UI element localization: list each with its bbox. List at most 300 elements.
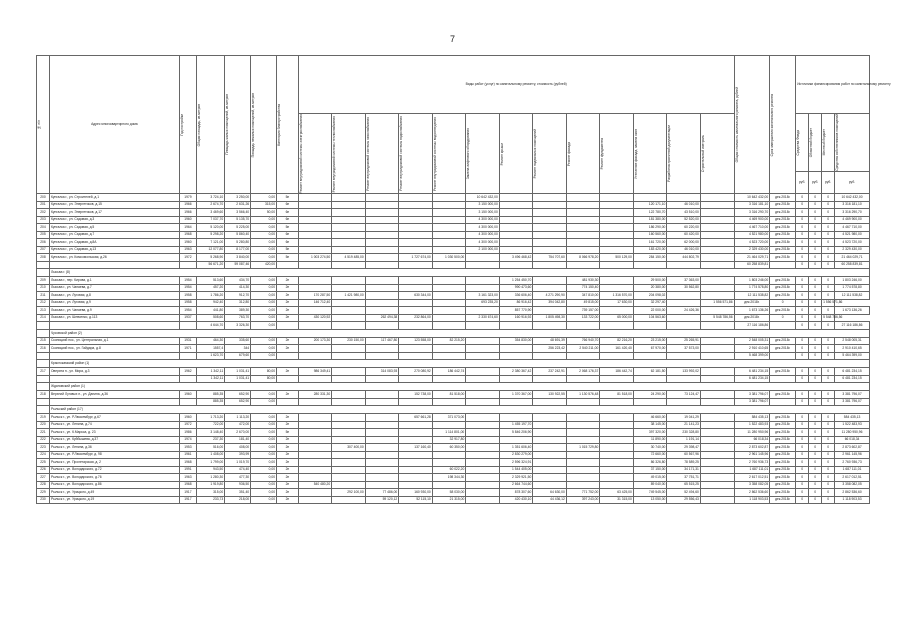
cell-empty (700, 352, 734, 360)
row-category: 6н (277, 201, 299, 209)
row-work-cost (700, 459, 734, 467)
row-work-cost (399, 345, 433, 353)
row-work-cost (600, 307, 634, 315)
subtotal-row (37, 352, 870, 360)
row-living-area: 8 177,00 (225, 246, 251, 254)
row-year: 1972 (179, 421, 196, 429)
row-work-cost: 200 173,30 (298, 337, 332, 345)
row-work-cost (332, 459, 366, 467)
row-total-area: 1 342,11 (197, 368, 225, 376)
row-source-value: 0 (822, 277, 835, 285)
row-source-value: 0 (822, 216, 835, 224)
cell-empty (277, 398, 299, 406)
row-work-cost: 20 380,00 (633, 284, 667, 292)
row-address: Рыльск г., ул. Володарского, д.76 (49, 474, 179, 482)
row-work-cost (332, 368, 366, 376)
row-work-cost: 86 326,80 (633, 459, 667, 467)
row-total-area: 7 037,70 (197, 216, 225, 224)
row-work-cost (499, 224, 533, 232)
row-category: 5н (277, 254, 299, 262)
cell-empty (432, 352, 466, 360)
row-address: Кунгалка г., ул. Комсомольская, д.26 (49, 254, 179, 262)
col-total-area-header (197, 56, 225, 194)
subtotal-nonliving-area: 420,00 (251, 261, 277, 269)
row-living-area: 335,60 (225, 337, 251, 345)
row-number: 223 (37, 444, 50, 452)
row-completion-date: дек.2018г. (770, 307, 796, 315)
row-source-value: 21 464 029,71 (835, 254, 870, 262)
row-completion-date: дек.2018г. (770, 429, 796, 437)
row-work-cost: 1 191,14 (667, 436, 701, 444)
row-work-cost: 657 661,28 (399, 414, 433, 422)
row-work-cost (700, 209, 734, 217)
row-total-cost: 2 617 012,51 (734, 474, 770, 482)
cell-empty (37, 398, 50, 406)
row-source-value: 0 (796, 436, 809, 444)
row-work-cost: 270 080,92 (399, 368, 433, 376)
row-total-cost: 1 803 246,00 (734, 277, 770, 285)
table-row (37, 444, 870, 452)
row-category: 2н (277, 337, 299, 345)
row-source-value: 4 467 710,00 (835, 224, 870, 232)
row-work-cost (365, 474, 399, 482)
row-work-cost: 186 442,74 (432, 368, 466, 376)
subtotal-total-cost: 5 468 399,00 (734, 352, 770, 360)
row-work-cost (365, 209, 399, 217)
row-work-cost: 13 050,00 (633, 496, 667, 504)
row-work-cost: 314 083,93 (365, 368, 399, 376)
row-work-cost: 4 300 000,00 (466, 231, 500, 239)
row-source-value: 0 (809, 216, 822, 224)
row-living-area: 477,30 (225, 474, 251, 482)
row-address: Рыльск г., ул. Ленина, д.74 (49, 421, 179, 429)
row-work-cost (298, 466, 332, 474)
row-source-value: 0 (809, 194, 822, 202)
row-work-cost (365, 277, 399, 285)
cell-empty (49, 261, 179, 269)
cell-empty (37, 261, 50, 269)
row-work-cost: 256 223,42 (533, 345, 567, 353)
row-year: 1971 (179, 345, 196, 353)
row-living-area: 2 631,26 (225, 201, 251, 209)
row-year: 1960 (179, 391, 196, 399)
row-work-cost: 65 000,00 (600, 314, 634, 322)
row-address: Лысьва г., ул. Луговая, д.9 (49, 299, 179, 307)
row-work-cost (365, 451, 399, 459)
work-column-header (667, 114, 701, 194)
row-number: 202 (37, 209, 50, 217)
cell-empty (179, 352, 196, 360)
row-address: Кунгалка г., ул. Садовая, д.7 (49, 231, 179, 239)
row-work-cost: 204 098,02 (633, 292, 667, 300)
source-column-header (796, 114, 809, 172)
row-completion-date: дек.2018г. (770, 489, 796, 497)
row-work-cost (700, 284, 734, 292)
row-total-cost: 1 687 111,01 (734, 466, 770, 474)
row-source-value: 584 435,13 (835, 414, 870, 422)
row-number: 210 (37, 284, 50, 292)
cell-empty (466, 261, 500, 269)
row-work-cost: 82 215,20 (432, 337, 466, 345)
row-work-cost: 766 940,70 (566, 337, 600, 345)
row-number: 200 (37, 194, 50, 202)
unit-cell: руб. (809, 172, 822, 194)
row-source-value: 0 (796, 451, 809, 459)
row-source-value: 0 (809, 345, 822, 353)
row-total-cost: 584 435,13 (734, 414, 770, 422)
row-address: Рыльск г., ул. Пролетарская, д. 2 (49, 459, 179, 467)
row-work-cost: 1 316 570,00 (600, 292, 634, 300)
row-nonliving-area: 0,00 (251, 421, 277, 429)
row-source-value: 0 (822, 194, 835, 202)
row-completion-date: дек.2018г. (770, 246, 796, 254)
row-work-cost (298, 246, 332, 254)
row-work-cost: 280 331,30 (298, 391, 332, 399)
row-work-cost: 60 022,20 (432, 466, 466, 474)
row-work-cost (365, 444, 399, 452)
cell-empty (770, 261, 796, 269)
row-work-cost (600, 231, 634, 239)
table-row (37, 466, 870, 474)
row-year: 1954 (179, 277, 196, 285)
row-total-cost: 4 467 710,00 (734, 224, 770, 232)
row-work-cost (700, 414, 734, 422)
row-work-cost: 72 660,00 (633, 451, 667, 459)
table-row (37, 216, 870, 224)
row-work-cost: 30 740,00 (633, 444, 667, 452)
row-total-area: 1 408,00 (197, 451, 225, 459)
row-work-cost (600, 436, 634, 444)
row-address: Рыльск г., ул. Ленина, д.36 (49, 444, 179, 452)
row-work-cost (399, 421, 433, 429)
row-work-cost (533, 231, 567, 239)
row-nonliving-area: 0,00 (251, 391, 277, 399)
cell-empty (298, 375, 332, 383)
subtotal-source-value: 0 (822, 375, 835, 383)
cell-empty (633, 352, 667, 360)
cell-empty (277, 375, 299, 383)
row-work-cost (466, 284, 500, 292)
row-source-value: 0 (822, 368, 835, 376)
row-year: 1962 (179, 368, 196, 376)
row-source-value: 0 (809, 474, 822, 482)
row-work-cost: 49 815,00 (566, 299, 600, 307)
row-source-value: 0 (796, 391, 809, 399)
table-row (37, 414, 870, 422)
row-work-cost (466, 436, 500, 444)
row-total-area: 457,20 (197, 284, 225, 292)
row-work-cost: 2 664 744,60 (499, 481, 533, 489)
row-work-cost: 123 558,00 (399, 337, 433, 345)
row-work-cost: 52 520,00 (667, 216, 701, 224)
row-year: 1968 (179, 231, 196, 239)
row-work-cost (332, 307, 366, 315)
row-nonliving-area: 50,00 (251, 209, 277, 217)
row-total-area: 3 469,60 (197, 209, 225, 217)
row-source-value: 0 (796, 292, 809, 300)
row-work-cost: 161 420,40 (600, 345, 634, 353)
col-nonliving-area-header (251, 56, 277, 194)
table-row (37, 451, 870, 459)
row-source-value: 0 (822, 337, 835, 345)
row-work-cost: 2 596 324,91 (499, 459, 533, 467)
row-category: 6н (277, 216, 299, 224)
row-source-value: 0 (796, 429, 809, 437)
row-total-area: 1 799,00 (197, 459, 225, 467)
cell-empty (667, 375, 701, 383)
row-work-cost: 24 426,36 (667, 307, 701, 315)
row-living-area: 1 113,20 (225, 414, 251, 422)
row-work-cost (365, 481, 399, 489)
row-completion-date: дек.2018г. (770, 421, 796, 429)
row-work-cost (432, 481, 466, 489)
cell-empty (332, 352, 366, 360)
row-source-value: 2 873 602,87 (835, 444, 870, 452)
cell-empty (600, 398, 634, 406)
cell-empty (37, 329, 50, 337)
row-work-cost: 160 560,00 (633, 231, 667, 239)
row-number: 213 (37, 307, 50, 315)
row-work-cost (332, 239, 366, 247)
row-category: 2н (277, 496, 299, 504)
row-work-cost (466, 474, 500, 482)
cell-empty (332, 261, 366, 269)
row-work-cost (600, 284, 634, 292)
row-nonliving-area: 0,00 (251, 299, 277, 307)
row-address: Верхний Луговых п., ул. Данина, д.36 (49, 391, 179, 399)
row-work-cost: 46 010,00 (667, 246, 701, 254)
row-work-cost (332, 466, 366, 474)
row-work-cost: 17 630,00 (600, 299, 634, 307)
row-work-cost (332, 496, 366, 504)
row-work-cost (365, 216, 399, 224)
cell-empty (499, 322, 533, 330)
row-work-cost (533, 239, 567, 247)
cell-empty (533, 375, 567, 383)
section-label: Краснокамский район (1) (49, 360, 869, 368)
cell-empty (365, 352, 399, 360)
row-work-cost: 183 420,00 (633, 246, 667, 254)
row-nonliving-area: 0,00 (251, 451, 277, 459)
subtotal-source-value: 27 116 186,86 (835, 322, 870, 330)
row-work-cost (466, 459, 500, 467)
row-work-cost: 130 922,55 (533, 391, 567, 399)
row-work-cost: 420 430,10 (499, 496, 533, 504)
cell-empty (332, 375, 366, 383)
row-work-cost (432, 209, 466, 217)
row-work-cost: 24 290,00 (633, 391, 667, 399)
row-source-value: 4 469 900,00 (835, 216, 870, 224)
subtotal-living-area: 652,90 (225, 398, 251, 406)
row-work-cost (700, 368, 734, 376)
row-number: 228 (37, 481, 50, 489)
row-source-value: 0 (822, 239, 835, 247)
table-row (37, 209, 870, 217)
cell-empty (533, 322, 567, 330)
unit-cell: руб. (835, 172, 870, 194)
row-living-area: 351,40 (225, 489, 251, 497)
subtotal-row (37, 375, 870, 383)
row-total-area: 508,60 (197, 314, 225, 322)
row-total-cost: 2 961 145,96 (734, 451, 770, 459)
row-work-cost: 774 150,40 (566, 284, 600, 292)
unit-cell: руб. (822, 172, 835, 194)
section-row (37, 360, 870, 368)
cell-empty (399, 322, 433, 330)
row-work-cost: 89 040,00 (633, 481, 667, 489)
row-work-cost (365, 239, 399, 247)
row-living-area: 763,70 (225, 314, 251, 322)
row-work-cost: 60 420,00 (667, 231, 701, 239)
cell-empty (700, 322, 734, 330)
col-address-header: Адрес многоквартирного дома (49, 56, 179, 194)
col-year-header (179, 56, 196, 194)
row-work-cost: 29 556,43 (667, 496, 701, 504)
row-work-cost: 2 100 000,00 (466, 246, 500, 254)
row-year: 1954 (179, 307, 196, 315)
row-year: 1958 (179, 299, 196, 307)
row-year: 1960 (179, 216, 196, 224)
row-work-cost: 198 344,30 (432, 474, 466, 482)
row-work-cost (298, 429, 332, 437)
row-address: Кунгалка г., ул. Энергетиков, д.17 (49, 209, 179, 217)
col-year-header-label: Год постройки (179, 113, 184, 136)
row-work-cost (432, 314, 466, 322)
row-source-value: 0 (822, 474, 835, 482)
row-work-cost (298, 231, 332, 239)
row-nonliving-area: 0,00 (251, 496, 277, 504)
row-work-cost (365, 429, 399, 437)
row-nonliving-area: 0,00 (251, 239, 277, 247)
row-work-cost (499, 246, 533, 254)
row-work-cost (332, 231, 366, 239)
row-total-area: 513,60 (197, 277, 225, 285)
row-work-cost (700, 224, 734, 232)
row-work-cost: 117 467,80 (365, 337, 399, 345)
row-number: 225 (37, 459, 50, 467)
cell-empty (37, 360, 50, 368)
work-column-header-label: Ремонт фундамента (600, 138, 605, 170)
row-work-cost (600, 451, 634, 459)
row-category: 2н (277, 391, 299, 399)
work-column-header (566, 114, 600, 194)
row-total-area: 1557,4 (197, 345, 225, 353)
table-row (37, 436, 870, 444)
row-source-value: 0 (809, 368, 822, 376)
row-total-area: 1 786,20 (197, 292, 225, 300)
row-work-cost: 540 480,20 (298, 481, 332, 489)
row-work-cost (432, 277, 466, 285)
works-group-header: Виды работ (услуг) по капитальному ремонту, стоимость (рублей) (298, 56, 734, 114)
row-work-cost: 21 141,23 (667, 421, 701, 429)
row-living-area: 5 280,80 (225, 239, 251, 247)
row-completion-date: дек.2018г. (770, 201, 796, 209)
row-work-cost (399, 216, 433, 224)
row-work-cost (533, 481, 567, 489)
row-source-value: 0 (796, 299, 809, 307)
row-nonliving-area: 0,00 (251, 284, 277, 292)
row-work-cost: 22 000,00 (633, 307, 667, 315)
section-row (37, 406, 870, 414)
row-source-value: 2 617 012,51 (835, 474, 870, 482)
row-work-cost: 878 307,60 (499, 489, 533, 497)
row-work-cost: 4 271 290,90 (533, 292, 567, 300)
row-work-cost: 630 344,00 (399, 292, 433, 300)
row-source-value: 0 (796, 201, 809, 209)
row-work-cost (533, 216, 567, 224)
row-number: 219 (37, 414, 50, 422)
row-work-cost (432, 246, 466, 254)
subtotal-source-value: 0 (809, 322, 822, 330)
row-category: 2н (277, 451, 299, 459)
row-nonliving-area: 0,00 (251, 489, 277, 497)
work-column-header (399, 114, 433, 194)
row-total-area: 3 724,10 (197, 194, 225, 202)
row-work-cost (466, 368, 500, 376)
work-column-header-label: Замена лифтового оборудования (466, 128, 471, 180)
row-work-cost (566, 421, 600, 429)
row-work-cost (332, 194, 366, 202)
subtotal-total-area: 4 644,70 (197, 322, 225, 330)
table-body (37, 194, 870, 504)
row-source-value: 0 (809, 459, 822, 467)
table-row (37, 489, 870, 497)
row-work-cost (600, 246, 634, 254)
row-work-cost (399, 284, 433, 292)
row-source-value: 0 (796, 474, 809, 482)
cell-empty (298, 398, 332, 406)
cell-empty (633, 261, 667, 269)
cell-empty (633, 375, 667, 383)
row-work-cost: 1 003 274,50 (298, 254, 332, 262)
row-work-cost (700, 436, 734, 444)
col-completion-header-label: Срок завершения капитального ремонта (770, 93, 775, 156)
cell-empty (277, 261, 299, 269)
row-work-cost (332, 299, 366, 307)
row-work-cost: 133 992,02 (667, 368, 701, 376)
row-work-cost (298, 414, 332, 422)
row-total-cost: 6 481 234,15 (734, 368, 770, 376)
row-work-cost: 86 916,42 (499, 299, 533, 307)
row-work-cost: 78 589,25 (667, 459, 701, 467)
table-row (37, 246, 870, 254)
row-source-value: 0 (809, 421, 822, 429)
row-work-cost (600, 194, 634, 202)
row-work-cost: 160 930,00 (399, 489, 433, 497)
row-work-cost (298, 474, 332, 482)
row-source-value: 0 (796, 277, 809, 285)
col-total-area-header-label: Общая площадь, кв.метров (197, 103, 202, 146)
cell-empty (332, 398, 366, 406)
row-category: 2н (277, 459, 299, 467)
row-work-cost (432, 299, 466, 307)
row-work-cost (533, 421, 567, 429)
row-total-area: 3 148,40 (197, 429, 225, 437)
cell-empty (37, 383, 50, 391)
row-work-cost (298, 239, 332, 247)
row-year: 1961 (179, 451, 196, 459)
subtotal-total-cost: 60 258 839,81 (734, 261, 770, 269)
cell-empty (37, 406, 50, 414)
section-row (37, 329, 870, 337)
row-completion-date: дек.2018г. (770, 481, 796, 489)
row-source-value: 4 523 720,00 (835, 239, 870, 247)
row-year: 1968 (179, 459, 196, 467)
row-work-cost (466, 466, 500, 474)
work-column-header-label: Утепление фасада, замена окон (633, 128, 638, 179)
sources-group-header: Источники финансирования работ по капитальному ремонту (796, 56, 870, 114)
row-work-cost (332, 429, 366, 437)
